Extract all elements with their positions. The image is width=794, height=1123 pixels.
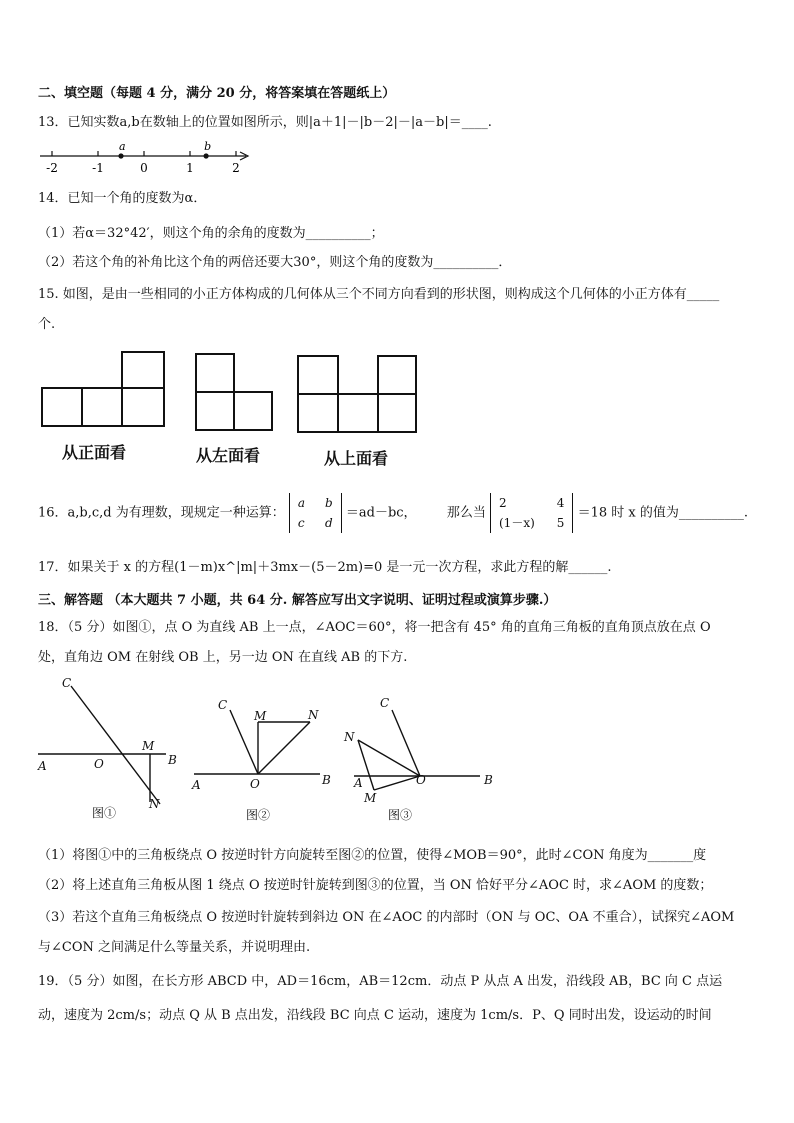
fig2-label-C: C [218,698,228,712]
q14-intro: 14．已知一个角的度数为α． [38,191,207,206]
fig1-label-M: M [142,739,155,753]
q18-part3-line2: 与∠CON 之间满足什么等量关系，并说明理由. [38,940,311,955]
fig3-label-M: M [364,791,377,805]
fig2-label-O: O [250,777,260,791]
det-d: d [325,516,333,530]
fig2-label-N: N [308,708,319,722]
q18-part2: （2）将上述直角三角板从图 1 绕点 O 按逆时针旋转到图③的位置，当 ON 恰好平分∠AOC 时，求∠AOM 的度数； [38,878,713,893]
det-a: a [297,496,306,510]
number-line-label-b: b [204,140,212,153]
section-3-heading: 三、解答题 （本大题共 7 小题，共 64 分. 解答应写出文字说明、证明过程或演算步骤.） [38,593,557,608]
number-line-point-b [204,153,209,158]
q16-def-rhs: ＝ad－bc， [345,505,417,521]
number-line-tick-label: -1 [92,161,104,175]
q18-figure-2 [190,694,340,804]
section-2-heading: 二、填空题（每题 4 分，满分 20 分，将答案填在答题纸上） [38,86,396,101]
top-view-figure [296,356,421,436]
fig3-label-O: O [416,773,426,787]
q18-figure-3 [340,690,500,810]
fig1-label-B: B [168,753,177,767]
number-line-tick-label: -2 [46,161,58,175]
fig3-label-C: C [380,696,390,710]
number-line-point-a [118,153,123,158]
q16-mid: 那么当 [446,505,486,521]
det-b: b [325,496,333,510]
q18-part1: （1）将图①中的三角板绕点 O 按逆时针方向旋转至图②的位置，使得∠MOB＝90°，此时∠CON 角度为_______度 [38,848,707,863]
fig1-label-C: C [62,676,72,690]
q18-line1: 18．（5 分）如图①，点 O 为直线 AB 上一点，∠AOC＝60°，将一把含有 45° 角的直角三角板的直角顶点放在点 O [38,620,711,635]
q19-line2: 动，速度为 2cm/s；动点 Q 从 B 点出发，沿线段 BC 向点 C 运动，速度为 1cm/s．P、Q 同时出发，设运动的时间 [38,1008,712,1023]
q18-part3-line1: （3）若这个直角三角板绕点 O 按逆时针旋转到斜边 ON 在∠AOC 的内部时（ON 与 OC、OA 不重合），试探究∠AOM [38,910,735,925]
mat-r1c2: 4 [556,496,565,510]
q16-matrix-determinant [490,493,573,533]
q15-line2: 个. [38,317,56,332]
left-view-caption: 从左面看 [196,446,261,465]
det-c: c [297,516,305,530]
q18-line2: 处，直角边 OM 在射线 OB 上，另一边 ON 在直线 AB 的下方. [38,650,408,665]
q16-pre: 16．a,b,c,d 为有理数，现规定一种运算： [38,505,285,521]
fig1-caption: 图① [92,806,117,820]
q16-post: ＝18 时 x 的值为__________. [577,505,748,521]
q16-row [38,493,748,533]
mat-r2c2: 5 [556,516,565,530]
q13-text: 13．已知实数a,b在数轴上的位置如图所示，则|a＋1|－|b－2|－|a－b|＝____. [38,115,492,130]
mat-r2c1: (1－x) [499,516,535,530]
fig1-label-A: A [38,759,47,773]
q13-number-line [38,140,258,176]
fig1-label-N: N [149,797,160,811]
q14-part2: （2）若这个角的补角比这个角的两倍还要大30°，则这个角的度数为__________． [38,255,512,270]
q18-figure-1 [34,672,184,822]
fig2-label-M: M [254,709,267,723]
q16-definition-determinant [289,493,342,533]
q19-line1: 19．（5 分）如图，在长方形 ABCD 中，AD＝16cm，AB＝12cm．动点 P 从点 A 出发，沿线段 AB，BC 向 C 点运 [38,974,723,989]
q15-line1: 15. 如图，是由一些相同的小正方体构成的几何体从三个不同方向看到的形状图，则构成这个几何体的小正方体有_____ [38,287,720,302]
q17-text: 17．如果关于 x 的方程(1－m)x^|m|＋3mx－(5－2m)=0 是一元一次方程，求此方程的解______. [38,560,612,575]
top-view-caption: 从上面看 [324,449,389,468]
fig2-label-B: B [322,773,331,787]
front-view-caption: 从正面看 [62,443,127,462]
number-line-label-a: a [119,140,126,153]
fig3-label-N: N [344,730,355,744]
left-view-figure [194,354,279,434]
number-line-tick-label: 1 [186,161,194,175]
fig1-label-O: O [94,757,104,771]
front-view-figure [40,352,170,432]
fig2-caption: 图② [246,808,271,822]
fig2-label-A: A [192,778,201,792]
mat-r1c1: 2 [499,496,507,510]
fig3-label-B: B [484,773,493,787]
number-line-tick-label: 0 [140,161,148,175]
q14-part1: （1）若α＝32°42′，则这个角的余角的度数为__________； [38,226,384,241]
fig3-label-A: A [354,776,363,790]
fig3-caption: 图③ [388,808,413,822]
number-line-tick-label: 2 [232,161,240,175]
